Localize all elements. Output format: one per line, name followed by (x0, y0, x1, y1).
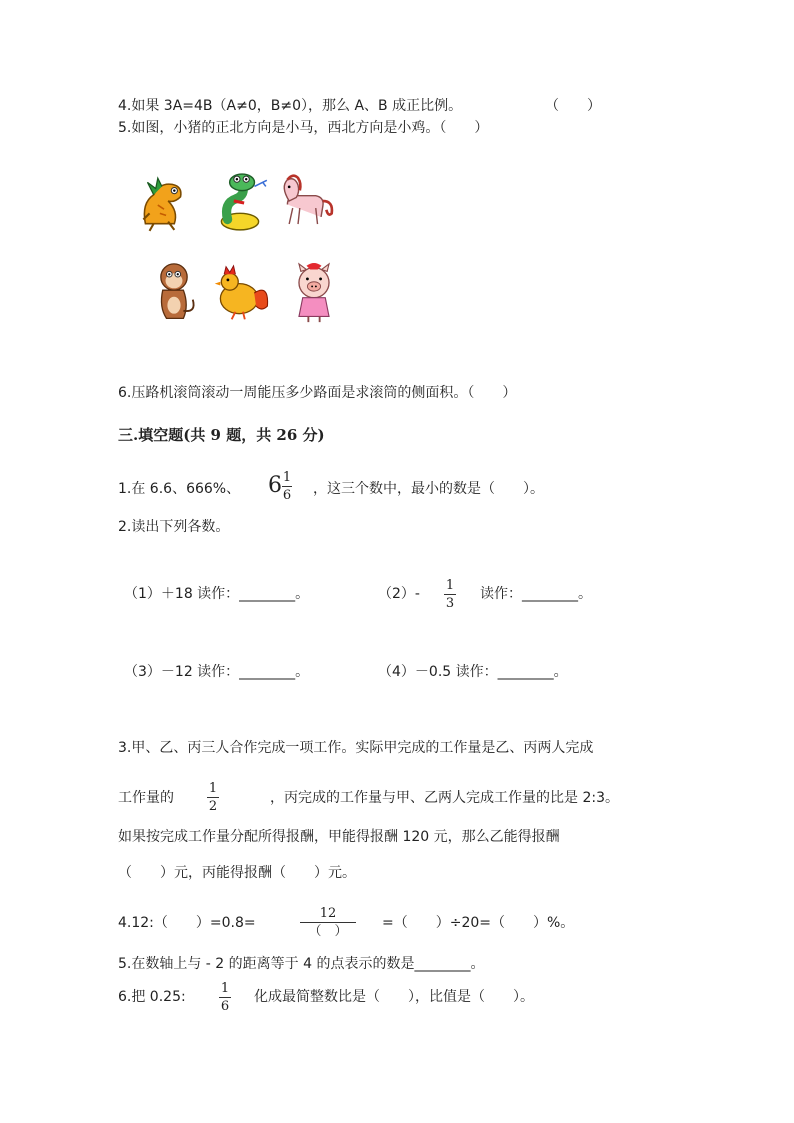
fill-q4-after: =（ ）÷20=（ ）%。 (382, 915, 575, 931)
fill-q1-whole: 6 (268, 473, 282, 498)
fraction-denominator: 6 (220, 999, 230, 1014)
fill-q1-before: 1.在 6.6、666%、 (118, 481, 241, 497)
fill-q2-d: （4）－0.5 读作：________。 (378, 664, 568, 680)
fill-q6-after: 化成最简整数比是（ ），比值是（ ）。 (254, 989, 534, 1005)
fraction-bar (444, 594, 456, 595)
fraction-numerator: 1 (220, 981, 230, 996)
fraction-bar (282, 486, 292, 487)
fill-q2-b-fraction (444, 578, 456, 611)
fill-q4-before: 4.12:（ ）=0.8= (118, 915, 256, 931)
fill-q2-c: （3）－12 读作：________。 (124, 664, 310, 680)
snake-icon (209, 172, 271, 234)
judge-q6: 6.压路机滚筒滚动一周能压多少路面是求滚筒的侧面积。（ ） (118, 385, 517, 401)
fraction-denominator: 3 (445, 596, 455, 611)
fill-q3-line2-before: 工作量的 (118, 790, 174, 806)
fill-q5: 5.在数轴上与 - 2 的距离等于 4 的点表示的数是________。 (118, 956, 485, 972)
fill-q1-after: ，这三个数中，最小的数是（ ）。 (313, 481, 544, 497)
fill-q1-fraction (282, 470, 292, 503)
fraction-denominator: 6 (282, 488, 292, 503)
fill-q2-b-after: 读作：________。 (480, 586, 592, 602)
fill-q6-before: 6.把 0.25: (118, 989, 186, 1005)
fill-q3-line3: 如果按完成工作量分配所得报酬，甲能得报酬 120 元，那么乙能得报酬 (118, 829, 560, 845)
fill-q3-line1: 3.甲、乙、丙三人合作完成一项工作。实际甲完成的工作量是乙、丙两人完成 (118, 740, 594, 756)
pig-icon (283, 262, 345, 324)
judge-q4 (118, 96, 462, 116)
fraction-denominator: （ ） (308, 924, 348, 939)
fill-q3-fraction (207, 781, 219, 814)
horse-icon (275, 170, 337, 232)
fraction-numerator: 12 (319, 906, 337, 921)
fraction-bar (207, 797, 219, 798)
monkey-icon (143, 262, 205, 324)
fill-q2-b-before: （2）- (378, 586, 420, 602)
fraction-bar (300, 922, 356, 923)
fraction-bar (219, 997, 231, 998)
fraction-numerator: 1 (208, 781, 218, 796)
judge-q4-paren: （ ） (545, 98, 601, 114)
fraction-numerator: 1 (282, 470, 292, 485)
fill-q2-title: 2.读出下列各数。 (118, 519, 230, 535)
judge-q4-text: 4.如果 3A=4B（A≠0，B≠0），那么 A、B 成正比例。 (118, 98, 463, 114)
animal-illustration (133, 170, 358, 340)
rooster-icon (211, 262, 273, 324)
fraction-numerator: 1 (445, 578, 455, 593)
fill-q3-line4: （ ）元，丙能得报酬（ ）元。 (118, 865, 356, 881)
fraction-denominator: 2 (208, 799, 218, 814)
fill-q3-line2-after: ，丙完成的工作量与甲、乙两人完成工作量的比是 2:3。 (270, 790, 619, 806)
judge-q5: 5.如图，小猪的正北方向是小马，西北方向是小鸡。（ ） (118, 120, 489, 136)
dragon-icon (133, 172, 195, 234)
fill-q4-fraction (300, 906, 356, 939)
fill-q2-a: （1）＋18 读作：________。 (124, 586, 310, 602)
section-title: 三.填空题(共 9 题，共 26 分) (118, 426, 325, 444)
fill-q6-fraction (219, 981, 231, 1014)
